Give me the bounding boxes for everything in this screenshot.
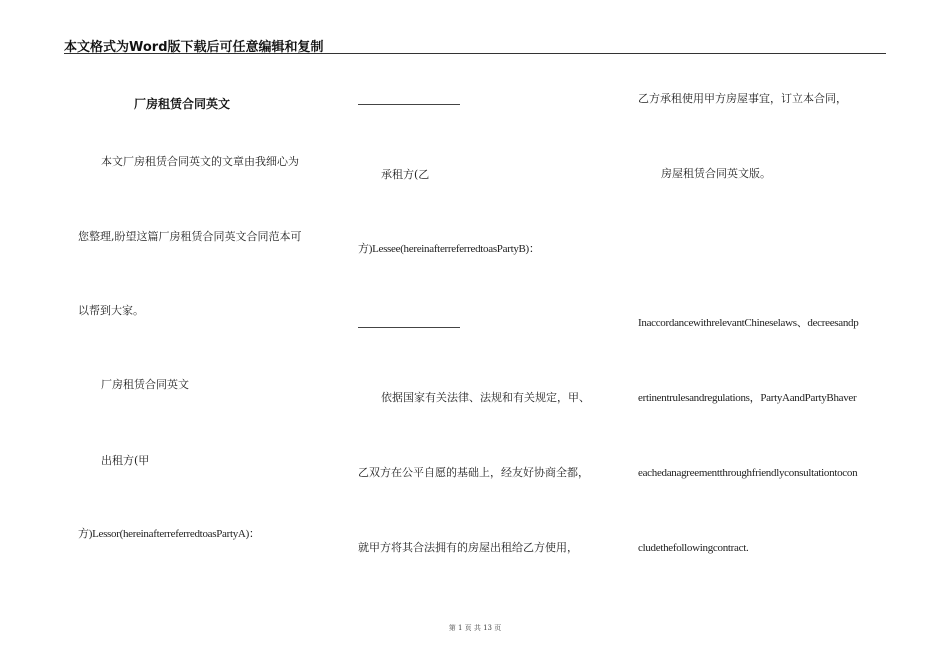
lessor-label-line-1: 出租方(甲 (101, 454, 150, 467)
lessee-label-line-2: 方)Lessee(hereinafterreferredtoasPartyB)： (358, 243, 540, 255)
page-number: 第 1 页 共 13 页 (448, 624, 502, 632)
intro-line-2: 您整理,盼望这篇厂房租赁合同英文合同范本可 (78, 230, 302, 243)
preamble-line-2: 乙双方在公平自愿的基础上，经友好协商全都， (358, 466, 589, 479)
document-title: 厂房租赁合同英文 (134, 97, 231, 111)
preamble-line-1: 依据国家有关法律、法规和有关规定，甲、 (381, 391, 590, 404)
english-line-1: InaccordancewithrelevantChineselaws、decreesandp (638, 317, 859, 329)
preamble-line-4: 乙方承租使用甲方房屋事宜，订立本合同， (638, 92, 847, 105)
preamble-line-3: 就甲方将其合法拥有的房屋出租给乙方使用， (358, 541, 578, 554)
english-line-4: cludethefollowingcontract. (638, 542, 749, 554)
header-divider (64, 53, 886, 54)
lessee-label-line-1: 承租方(乙 (381, 168, 430, 181)
intro-line-3: 以帮到大家。 (78, 304, 144, 317)
document-header-title: 本文格式为Word版下载后可任意编辑和复制 (64, 40, 324, 55)
lessee-name-blank (358, 327, 460, 328)
intro-line-1: 本文厂房租赁合同英文的文章由我细心为 (101, 155, 299, 168)
lessor-label-line-2: 方)Lessor(hereinafterreferredtoasPartyA)： (78, 528, 260, 540)
lessor-name-blank (358, 104, 460, 105)
english-line-3: eachedanagreementthroughfriendlyconsultationtocon (638, 467, 858, 479)
section-heading: 厂房租赁合同英文 (101, 378, 189, 391)
subtitle-line: 房屋租赁合同英文版。 (661, 167, 771, 180)
english-line-2: ertinentrulesandregulations，PartyAandPartyBhaver (638, 392, 857, 404)
